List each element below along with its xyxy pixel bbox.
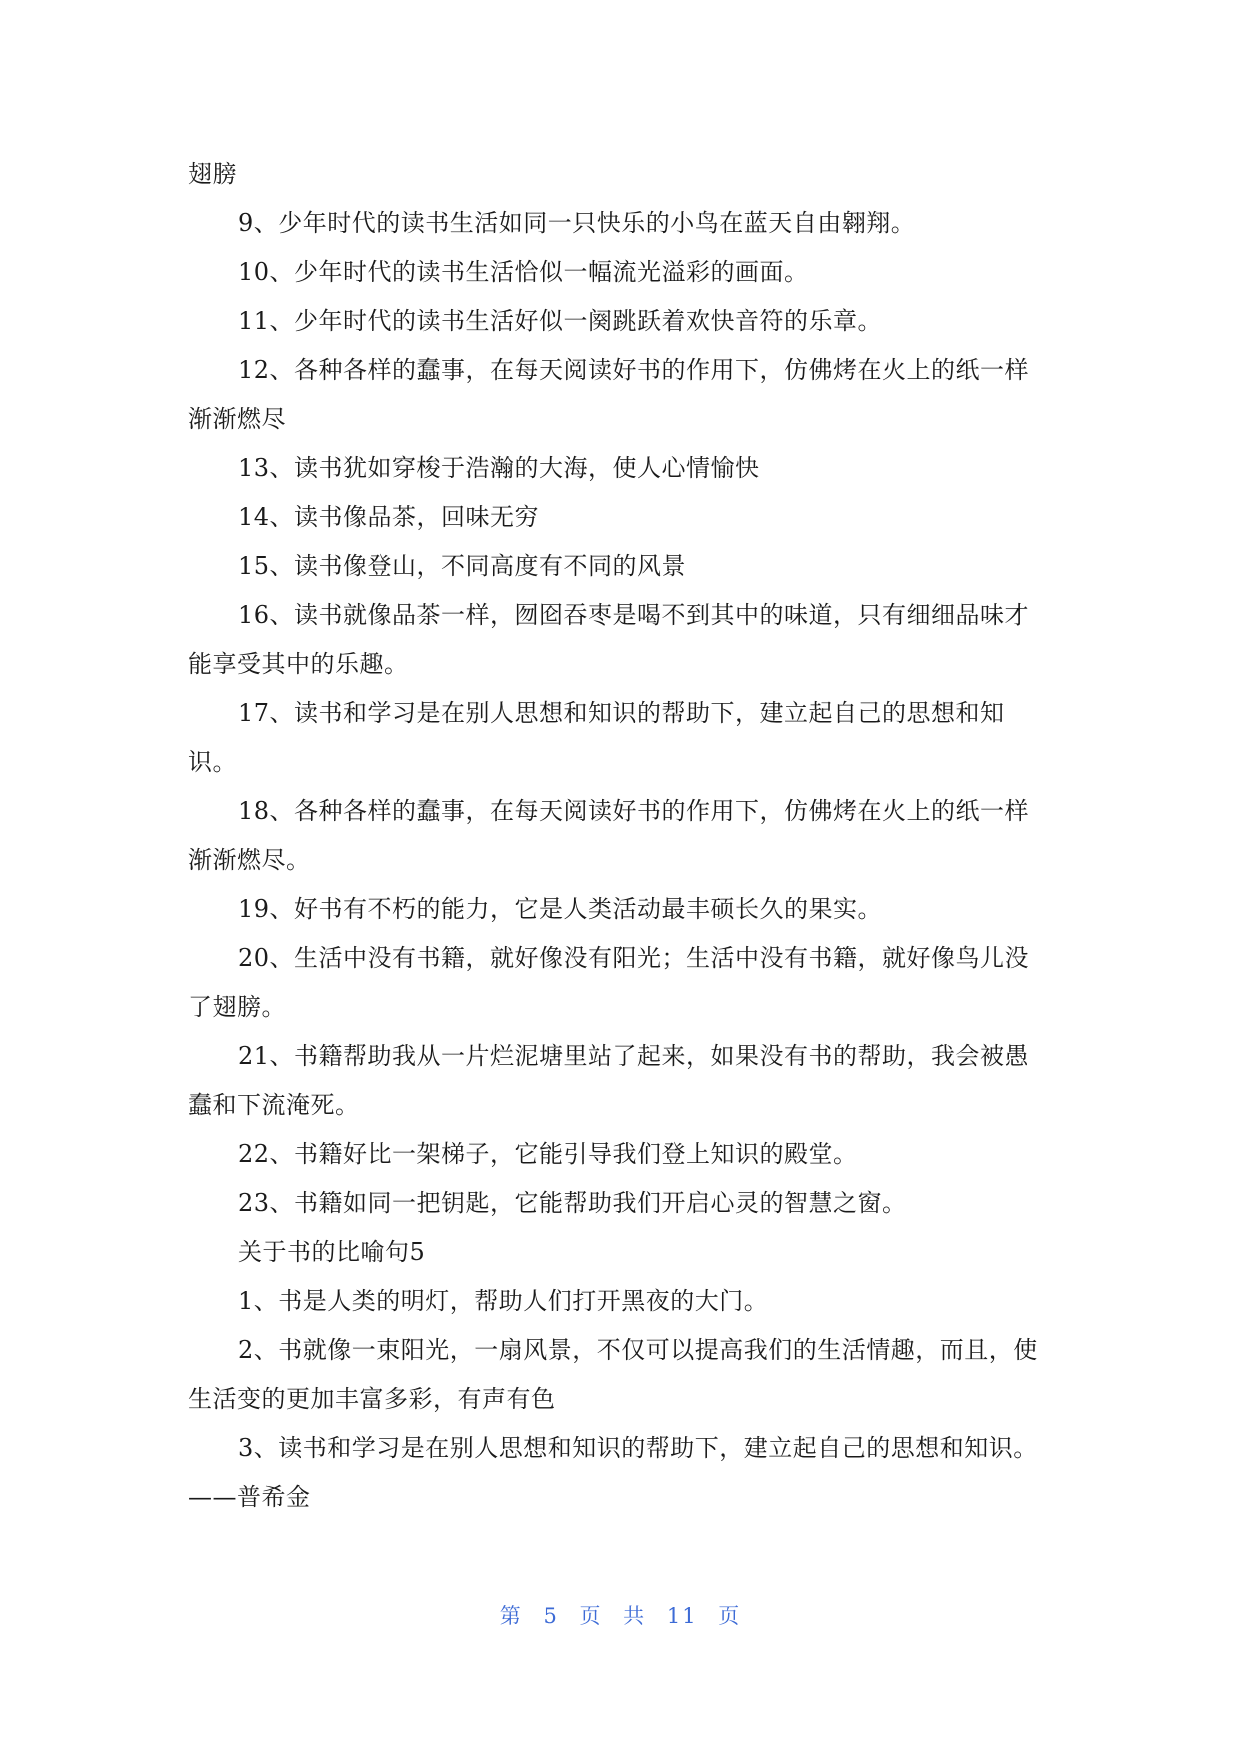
text-line: ——普希金 — [188, 1483, 311, 1511]
text-line: 21、书籍帮助我从一片烂泥塘里站了起来，如果没有书的帮助，我会被愚 — [238, 1042, 1030, 1070]
text-line: 了翅膀。 — [188, 993, 286, 1021]
document-body — [188, 150, 1058, 1522]
text-line: 3、读书和学习是在别人思想和知识的帮助下，建立起自己的思想和知识。 — [238, 1434, 1038, 1462]
text-line: 渐渐燃尽。 — [188, 846, 311, 874]
page-number-footer: 第 5 页 共 11 页 — [499, 1604, 742, 1628]
text-line: 16、读书就像品茶一样，囫囵吞枣是喝不到其中的味道，只有细细品味才 — [238, 601, 1030, 629]
text-line: 翅膀 — [188, 160, 237, 188]
text-line: 蠢和下流淹死。 — [188, 1091, 360, 1119]
text-line: 1、书是人类的明灯，帮助人们打开黑夜的大门。 — [238, 1287, 769, 1315]
text-line: 22、书籍好比一架梯子，它能引导我们登上知识的殿堂。 — [238, 1140, 858, 1168]
text-line: 2、书就像一束阳光，一扇风景，不仅可以提高我们的生活情趣，而且，使 — [238, 1336, 1038, 1364]
text-line: 生活变的更加丰富多彩，有声有色 — [188, 1385, 556, 1413]
text-line: 17、读书和学习是在别人思想和知识的帮助下，建立起自己的思想和知 — [238, 699, 1005, 727]
text-line: 20、生活中没有书籍，就好像没有阳光；生活中没有书籍，就好像鸟儿没 — [238, 944, 1030, 972]
text-line: 9、少年时代的读书生活如同一只快乐的小鸟在蓝天自由翱翔。 — [238, 209, 916, 237]
text-line: 关于书的比喻句5 — [238, 1238, 426, 1266]
text-line: 10、少年时代的读书生活恰似一幅流光溢彩的画面。 — [238, 258, 809, 286]
text-line: 15、读书像登山，不同高度有不同的风景 — [238, 552, 687, 580]
text-line: 23、书籍如同一把钥匙，它能帮助我们开启心灵的智慧之窗。 — [238, 1189, 907, 1217]
text-line: 18、各种各样的蠢事，在每天阅读好书的作用下，仿佛烤在火上的纸一样 — [238, 797, 1030, 825]
text-line: 能享受其中的乐趣。 — [188, 650, 409, 678]
text-line: 19、好书有不朽的能力，它是人类活动最丰硕长久的果实。 — [238, 895, 883, 923]
text-line: 渐渐燃尽 — [188, 405, 286, 433]
text-line: 13、读书犹如穿梭于浩瀚的大海，使人心情愉快 — [238, 454, 760, 482]
text-line: 12、各种各样的蠢事，在每天阅读好书的作用下，仿佛烤在火上的纸一样 — [238, 356, 1030, 384]
text-line: 14、读书像品茶，回味无穷 — [238, 503, 540, 531]
text-line: 11、少年时代的读书生活好似一阕跳跃着欢快音符的乐章。 — [238, 307, 883, 335]
text-line: 识。 — [188, 748, 237, 776]
